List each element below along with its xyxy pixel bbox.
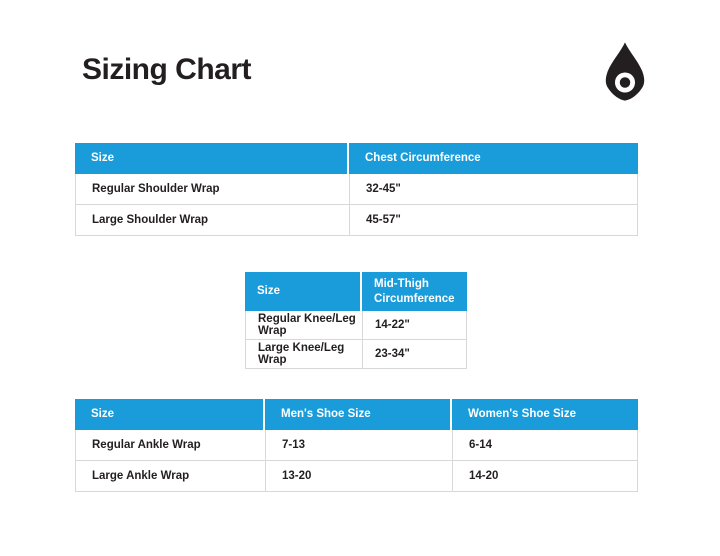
table-row xyxy=(246,311,466,340)
table-body xyxy=(75,430,638,492)
table-header-row xyxy=(245,272,467,311)
table-header-row xyxy=(75,143,638,174)
sizing-table-knee-leg xyxy=(245,272,467,369)
table-header-cell: Chest Circumference xyxy=(365,152,481,165)
drop-target-logo-icon xyxy=(604,42,646,102)
table-header-cell: Size xyxy=(75,143,349,174)
table-header-cell: Men's Shoe Size xyxy=(265,399,452,430)
sizing-table-shoulder xyxy=(75,143,638,236)
table-header-cell: Women's Shoe Size xyxy=(468,408,576,421)
table-body xyxy=(75,174,638,236)
table-cell: Large Knee/Leg Wrap xyxy=(246,340,363,368)
table-cell: Large Ankle Wrap xyxy=(76,461,266,491)
page-title: Sizing Chart xyxy=(82,53,252,86)
table-cell: 23-34" xyxy=(375,348,410,360)
table-cell: 14-22" xyxy=(375,319,410,331)
sizing-table-ankle xyxy=(75,399,638,492)
table-header-cell: Size xyxy=(75,399,265,430)
table-header-cell: Size xyxy=(245,272,362,311)
table-cell: 45-57" xyxy=(366,214,401,226)
table-cell: Regular Shoulder Wrap xyxy=(76,174,350,204)
table-cell: Regular Ankle Wrap xyxy=(76,430,266,460)
table-body xyxy=(245,311,467,369)
table-cell: Regular Knee/Leg Wrap xyxy=(246,311,363,339)
table-cell: 32-45" xyxy=(366,183,401,195)
table-cell: Large Shoulder Wrap xyxy=(76,205,350,235)
table-row xyxy=(76,461,637,492)
table-cell: 13-20 xyxy=(266,461,453,491)
table-cell: 6-14 xyxy=(469,439,493,451)
table-header-row xyxy=(75,399,638,430)
table-row xyxy=(76,430,637,461)
table-header-cell: Mid-Thigh Circumference xyxy=(374,278,455,305)
table-cell: 7-13 xyxy=(266,430,453,460)
table-row xyxy=(76,174,637,205)
table-cell: 14-20 xyxy=(469,470,499,482)
table-row xyxy=(246,340,466,369)
table-row xyxy=(76,205,637,236)
